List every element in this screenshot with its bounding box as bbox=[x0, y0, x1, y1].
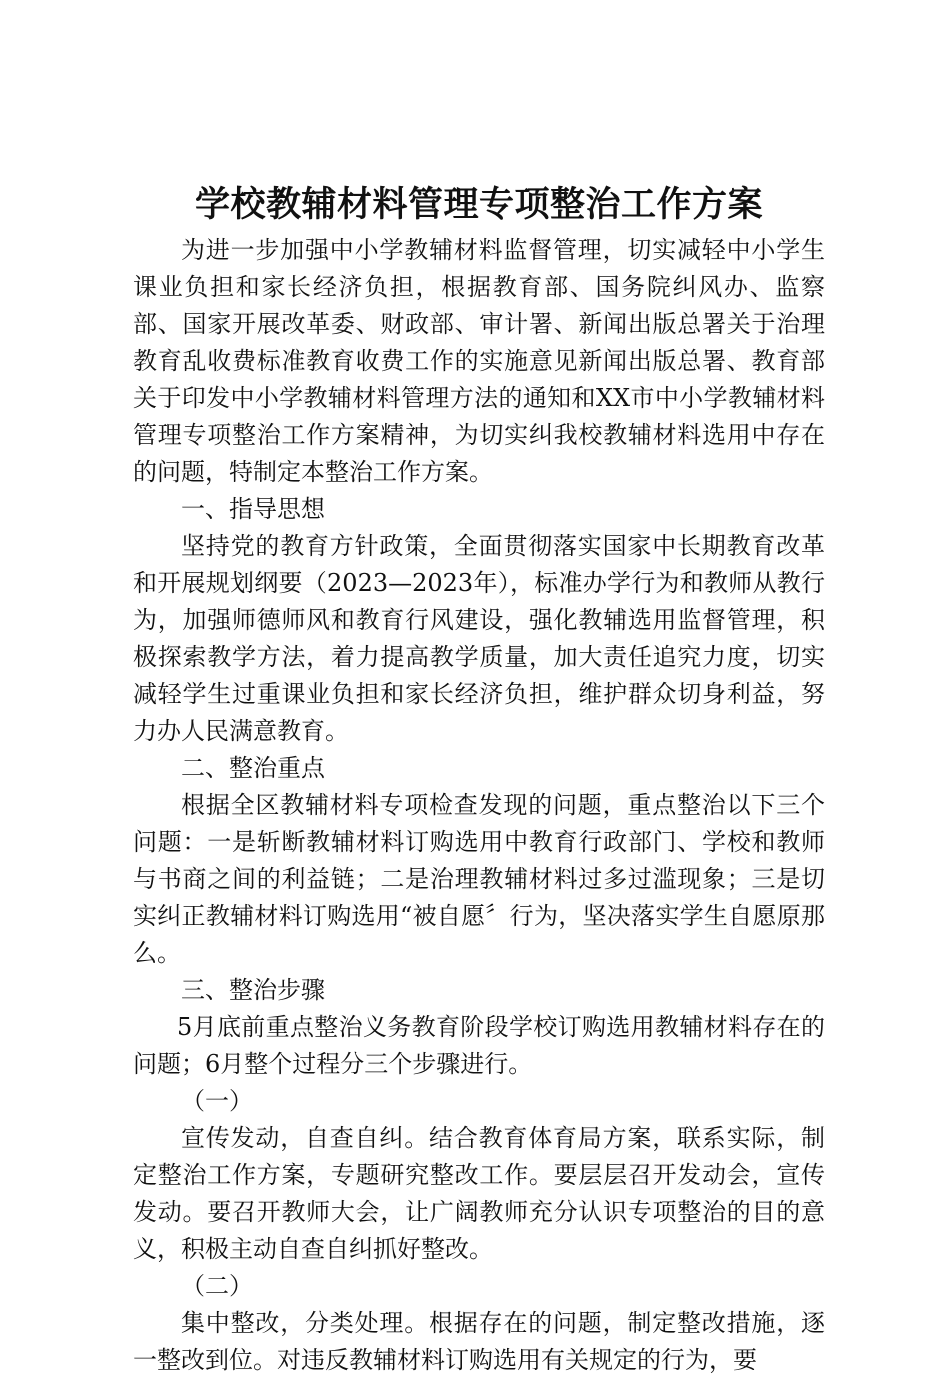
section-text-steps: 5月底前重点整治义务教育阶段学校订购选用教辅材料存在的问题；6月整个过程分三个步骤进行。 bbox=[133, 1013, 825, 1078]
section-heading-steps: 三、整治步骤 bbox=[181, 976, 325, 1004]
section-heading-guiding-ideology: 一、指导思想 bbox=[181, 495, 325, 523]
section-heading-key-points: 二、整治重点 bbox=[181, 754, 325, 782]
section-text-key-points: 根据全区教辅材料专项检查发现的问题，重点整治以下三个问题：一是斩断教辅材料订购选用中教育行政部门、学校和教师与书商之间的利益链；二是治理教辅材料过多过滥现象；三是切实纠正教辅材料订购选用“被自愿〞行为，坚决落实学生自愿原那么。 bbox=[133, 791, 825, 967]
step-text-2: 集中整改，分类处理。根据存在的问题，制定整改措施，逐一整改到位。对违反教辅材料订购选用有关规定的行为，要 bbox=[133, 1309, 825, 1374]
step-label-1: （一） bbox=[181, 1087, 253, 1115]
document-page bbox=[133, 178, 825, 1379]
section-text-guiding-ideology: 坚持党的教育方针政策，全面贯彻落实国家中长期教育改革和开展规划纲要（2023—2023年），标准办学行为和教师从教行为，加强师德师风和教育行风建设，强化教辅选用监督管理，积极探索教学方法，着力提高教学质量，加大责任追究力度，切实减轻学生过重课业负担和家长经济负担，维护群众切身利益，努力办人民满意教育。 bbox=[133, 532, 825, 745]
document-title: 学校教辅材料管理专项整治工作方案 bbox=[194, 184, 763, 225]
intro-paragraph: 为进一步加强中小学教辅材料监督管理，切实减轻中小学生课业负担和家长经济负担，根据教育部、国务院纠风办、监察部、国家开展改革委、财政部、审计署、新闻出版总署关于治理教育乱收费标准教育收费工作的实施意见新闻出版总署、教育部关于印发中小学教辅材料管理方法的通知和XX市中小学教辅材料管理专项整治工作方案精神，为切实纠我校教辅材料选用中存在的问题，特制定本整治工作方案。 bbox=[133, 236, 825, 486]
step-label-2: （二） bbox=[181, 1272, 253, 1300]
step-text-1: 宣传发动，自查自纠。结合教育体育局方案，联系实际，制定整治工作方案，专题研究整改工作。要层层召开发动会，宣传发动。要召开教师大会，让广阔教师充分认识专项整治的目的意义，积极主动自查自纠抓好整改。 bbox=[133, 1124, 825, 1263]
